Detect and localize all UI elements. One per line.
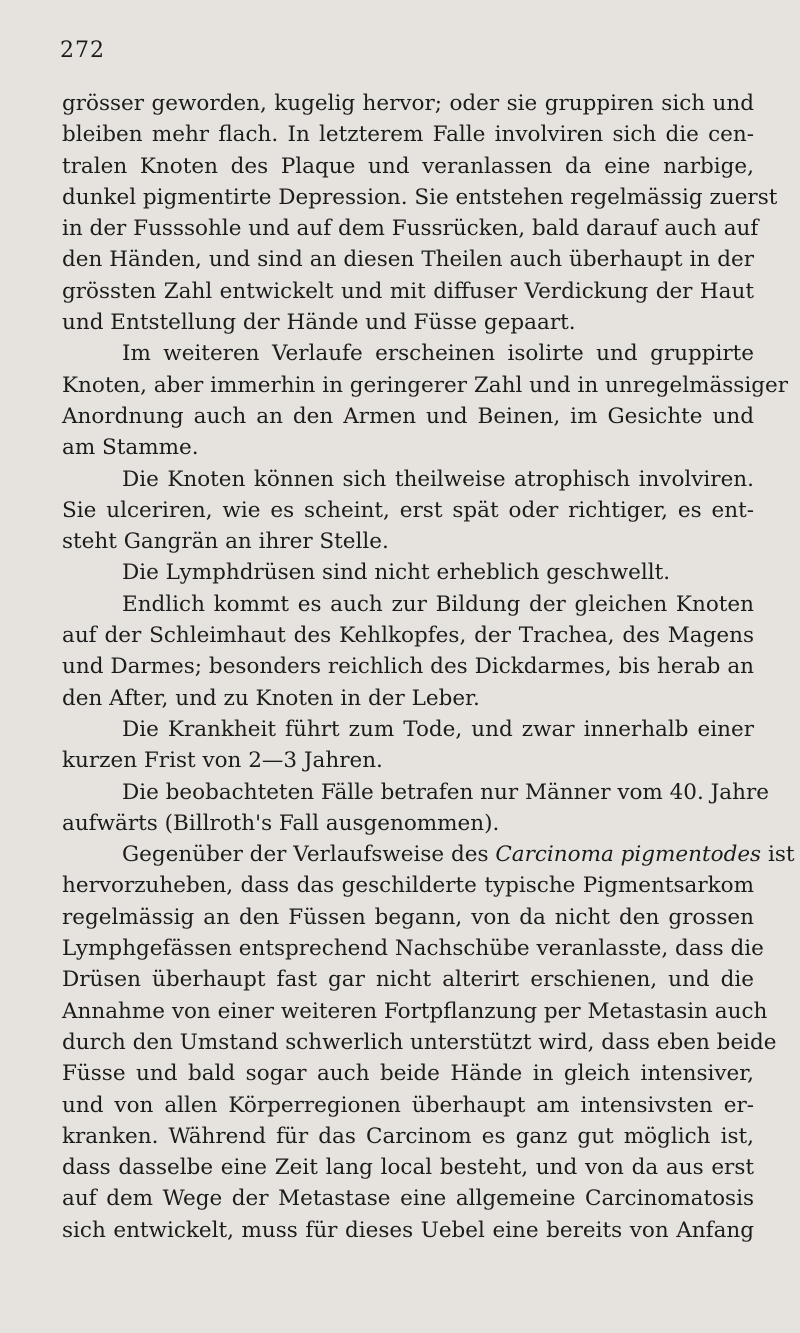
text-line: und Darmes; besonders reichlich des Dickdarmes, bis herab an	[62, 654, 754, 680]
text-line: bleiben mehr flach. In letzterem Falle involviren sich die cen-	[62, 122, 754, 148]
italic-term: Carcinoma pigmentodes	[495, 842, 762, 868]
page-number: 272	[60, 38, 105, 63]
text-line: Sie ulceriren, wie es scheint, erst spät oder richtiger, es ent-	[62, 497, 754, 523]
text-line: regelmässig an den Füssen begann, von da nicht den grossen	[62, 904, 754, 930]
text-line: Endlich kommt es auch zur Bildung der gleichen Knoten	[122, 591, 754, 617]
text-run: Gegenüber der Verlaufsweise des	[122, 842, 489, 868]
text-line: hervorzuheben, dass das geschilderte typische Pigmentsarkom	[62, 873, 754, 899]
text-line: Die beobachteten Fälle betrafen nur Männer vom 40. Jahre	[122, 779, 769, 805]
text-line: kurzen Frist von 2—3 Jahren.	[62, 748, 383, 774]
text-line: aufwärts (Billroth's Fall ausgenommen).	[62, 810, 500, 836]
text-line: am Stamme.	[62, 435, 199, 461]
text-line: auf dem Wege der Metastase eine allgemeine Carcinomatosis	[62, 1186, 754, 1212]
text-line: und von allen Körperregionen überhaupt am intensivsten er-	[62, 1092, 754, 1118]
text-line: und Entstellung der Hände und Füsse gepaart.	[62, 310, 576, 336]
body-text	[62, 88, 795, 1246]
text-line: Anordnung auch an den Armen und Beinen, im Gesichte und	[62, 403, 754, 429]
text-line: in der Fusssohle und auf dem Fussrücken, bald darauf auch auf	[62, 216, 759, 242]
text-line: Im weiteren Verlaufe erscheinen isolirte und gruppirte	[122, 341, 754, 367]
text-run: ist	[767, 842, 795, 868]
text-line-mixed	[62, 839, 795, 870]
text-line: Die Lymphdrüsen sind nicht erheblich geschwellt.	[122, 560, 671, 586]
text-line: durch den Umstand schwerlich unterstützt wird, dass eben beide	[62, 1029, 777, 1055]
text-line: Knoten, aber immerhin in geringerer Zahl und in unregelmässiger	[62, 372, 788, 398]
text-line: sich entwickelt, muss für dieses Uebel eine bereits von Anfang	[62, 1217, 754, 1243]
text-line: den After, und zu Knoten in der Leber.	[62, 685, 480, 711]
text-line: steht Gangrän an ihrer Stelle.	[62, 529, 389, 555]
text-line: dass dasselbe eine Zeit lang local besteht, und von da aus erst	[62, 1155, 754, 1181]
text-line: grössten Zahl entwickelt und mit diffuser Verdickung der Haut	[62, 278, 754, 304]
text-line: Lymphgefässen entsprechend Nachschübe veranlasste, dass die	[62, 936, 764, 962]
text-line: tralen Knoten des Plaque und veranlassen da eine narbige,	[62, 153, 754, 179]
text-line: auf der Schleimhaut des Kehlkopfes, der Trachea, des Magens	[62, 623, 754, 649]
text-line: Die Knoten können sich theilweise atrophisch involviren.	[122, 466, 754, 492]
text-line: Die Krankheit führt zum Tode, und zwar innerhalb einer	[122, 716, 754, 742]
text-line: Füsse und bald sogar auch beide Hände in gleich intensiver,	[62, 1061, 754, 1087]
text-line: Drüsen überhaupt fast gar nicht alterirt erschienen, und die	[62, 967, 754, 993]
text-line: dunkel pigmentirte Depression. Sie entstehen regelmässig zuerst	[62, 184, 778, 210]
text-line: kranken. Während für das Carcinom es ganz gut möglich ist,	[62, 1123, 754, 1149]
text-line: grösser geworden, kugelig hervor; oder sie gruppiren sich und	[62, 91, 754, 116]
text-line: den Händen, und sind an diesen Theilen auch überhaupt in der	[62, 247, 754, 273]
text-line: Annahme von einer weiteren Fortpflanzung per Metastasin auch	[62, 998, 768, 1024]
